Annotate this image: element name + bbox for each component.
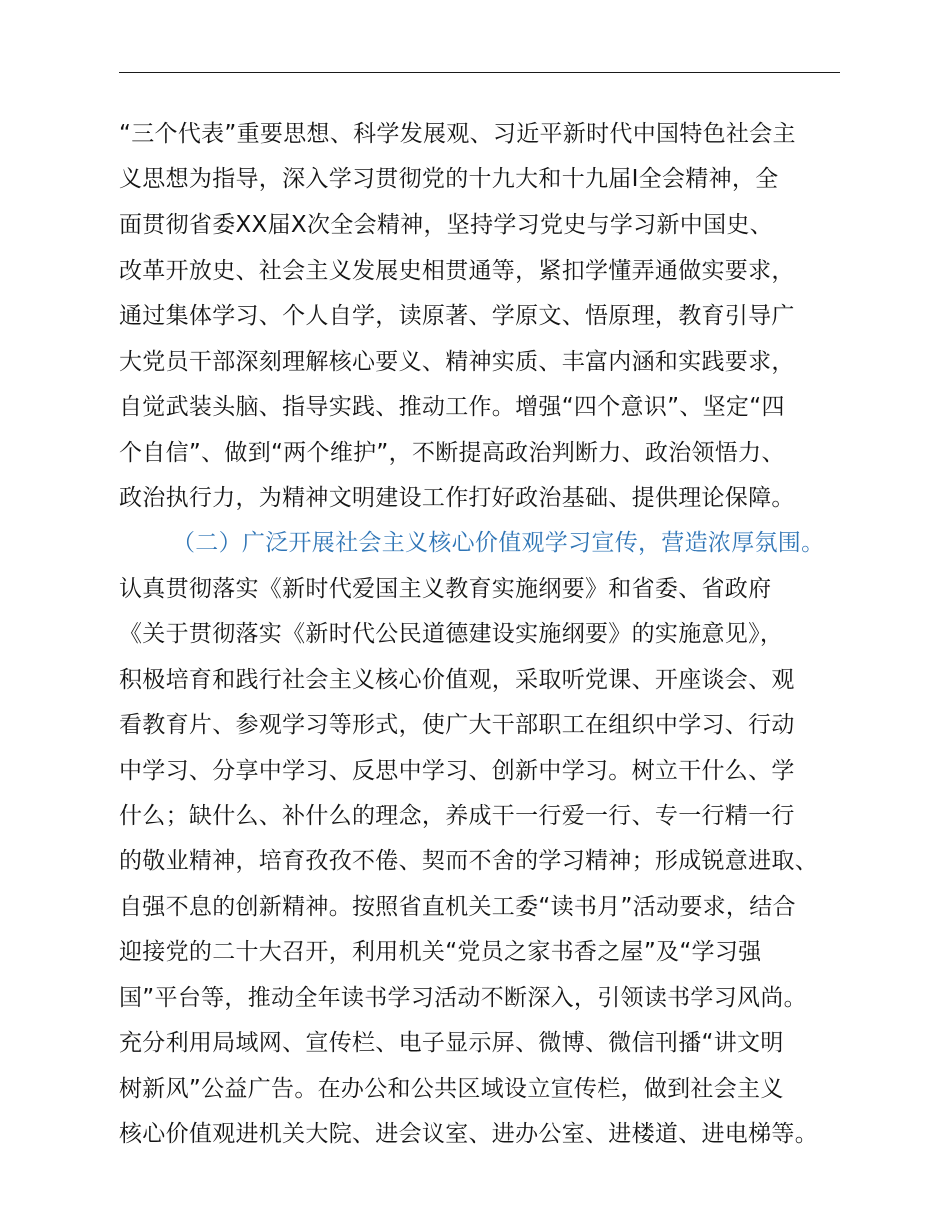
body-text-line: 自强不息的创新精神。按照省直机关工委“读书月”活动要求，结合 — [119, 894, 796, 920]
body-text-line: 通过集体学习、个人自学，读原著、学原文、悟原理，教育引导广 — [119, 303, 795, 329]
body-text-line: 认真贯彻落实《新时代爱国主义教育实施纲要》和省委、省政府 — [119, 576, 772, 602]
body-text-line: 国”平台等，推动全年读书学习活动不断深入，引领读书学习风尚。 — [119, 985, 807, 1011]
body-text-line: 树新风”公益广告。在办公和公共区域设立宣传栏，做到社会主义 — [119, 1076, 784, 1102]
header-rule — [119, 72, 840, 73]
body-text-line: 的敬业精神，培育孜孜不倦、契而不舍的学习精神；形成锐意进取、 — [119, 848, 818, 874]
body-text-line: 积极培育和践行社会主义核心价值观，采取听党课、开座谈会、观 — [119, 667, 795, 693]
body-text-line: 政治执行力，为精神文明建设工作打好政治基础、提供理论保障。 — [119, 485, 795, 511]
body-text-line: 大党员干部深刻理解核心要义、精神实质、丰富内涵和实践要求， — [119, 349, 795, 375]
body-text-line: 改革开放史、社会主义发展史相贯通等，紧扣学懂弄通做实要求， — [119, 258, 795, 284]
body-text-line: 义思想为指导，深入学习贯彻党的十九大和十九届Ⅰ全会精神，全 — [119, 166, 779, 192]
body-text-line: 自觉武装头脑、指导实践、推动工作。增强“四个意识”、坚定“四 — [119, 394, 785, 420]
body-text-line: 迎接党的二十大召开，利用机关“党员之家书香之屋”及“学习强 — [119, 939, 762, 965]
body-text-line: 个自信”、做到“两个维护”，不断提高政治判断力、政治领悟力、 — [119, 440, 785, 466]
body-text-line: 看教育片、参观学习等形式，使广大干部职工在组织中学习、行动 — [119, 712, 795, 738]
body-text-line: “三个代表”重要思想、科学发展观、习近平新时代中国特色社会主 — [119, 121, 796, 147]
body-text-line: 中学习、分享中学习、反思中学习、创新中学习。树立干什么、学 — [119, 758, 795, 784]
body-text-line: 核心价值观进机关大院、进会议室、进办公室、进楼道、进电梯等。 — [119, 1121, 818, 1147]
body-text-line: 面贯彻省委XX届X次全会精神，坚持学习党史与学习新中国史、 — [119, 212, 773, 238]
body-text-line: 充分利用局域网、宣传栏、电子显示屏、微博、微信刊播“讲文明 — [119, 1030, 784, 1056]
section-heading: （二）广泛开展社会主义核心价值观学习宣传，营造浓厚氛围。 — [172, 530, 825, 556]
body-text-line: 《关于贯彻落实《新时代公民道德建设实施纲要》的实施意见》， — [119, 621, 784, 647]
body-text-line: 什么；缺什么、补什么的理念，养成干一行爱一行、专一行精一行 — [119, 803, 795, 829]
